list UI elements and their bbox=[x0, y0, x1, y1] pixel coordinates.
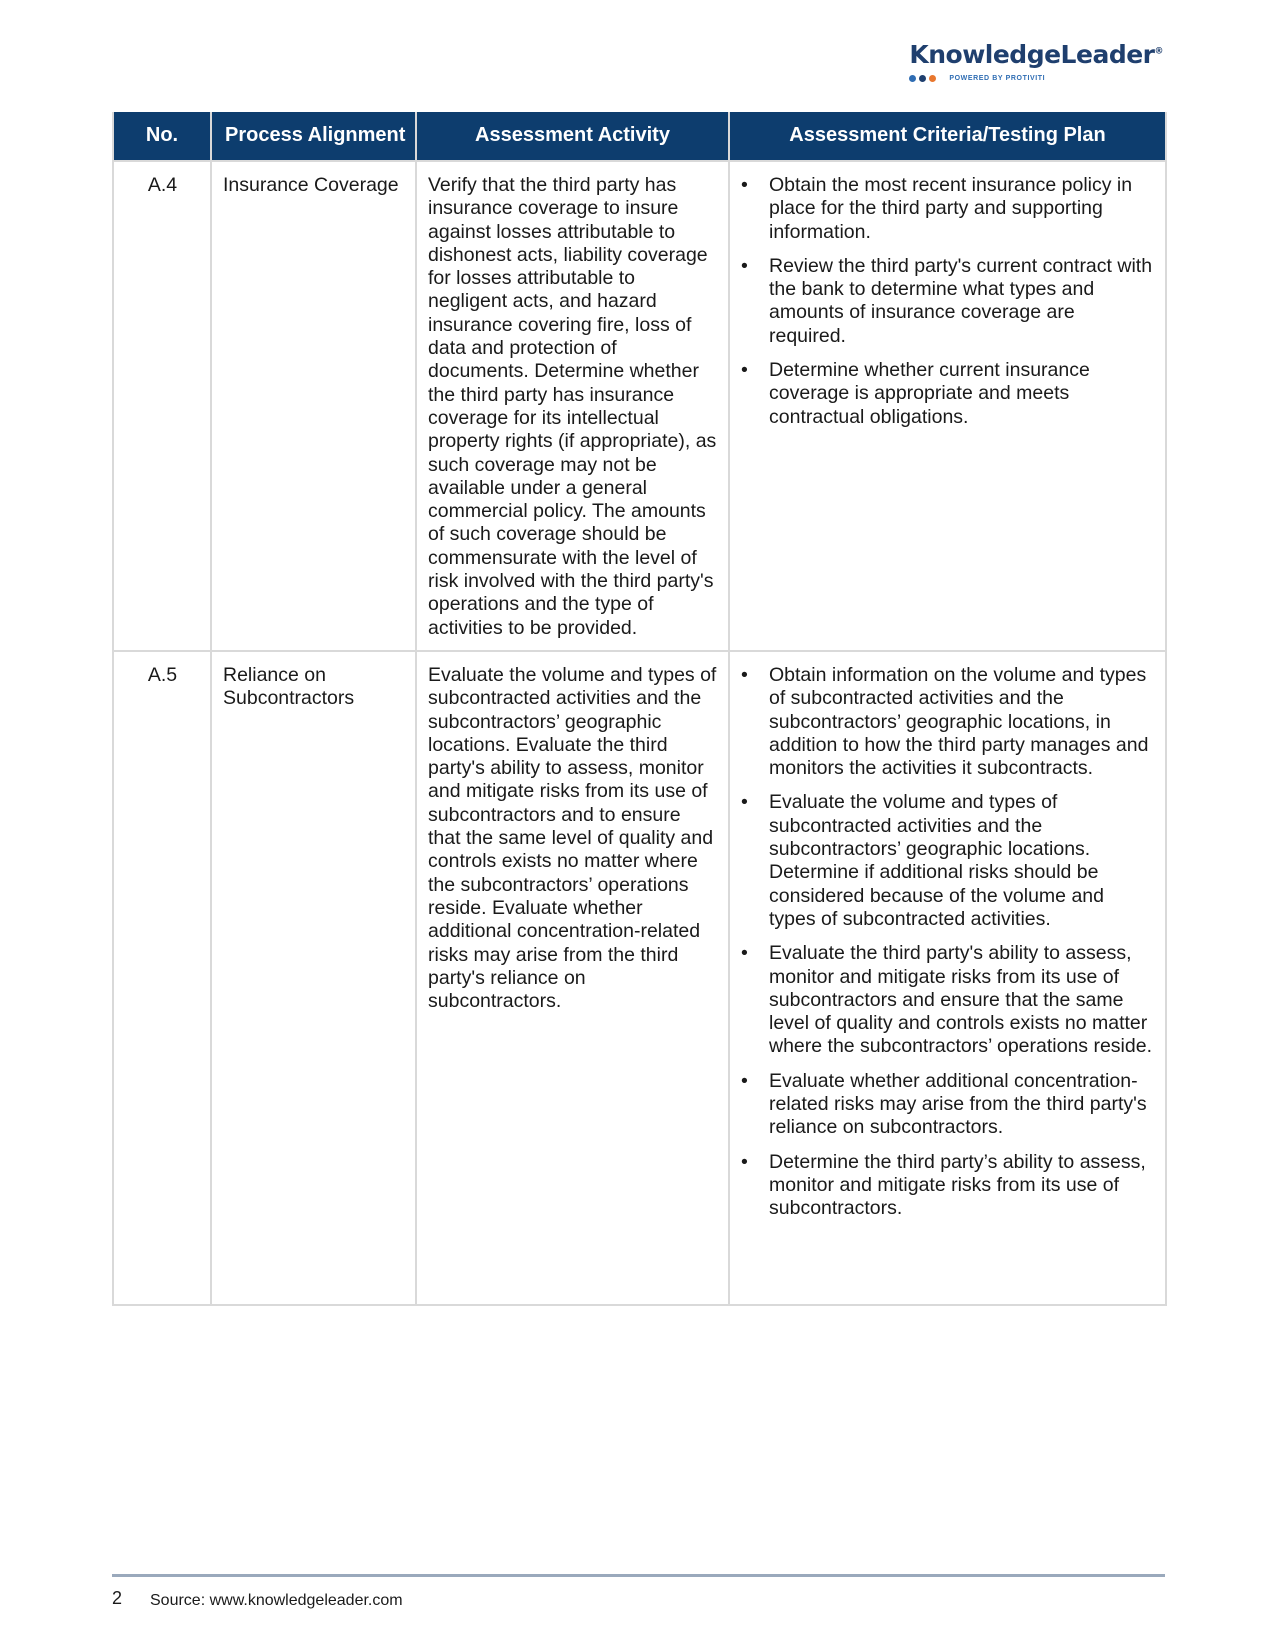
criteria-list bbox=[741, 174, 1155, 429]
page-number: 2 bbox=[112, 1588, 123, 1608]
list-item: • Evaluate whether additional concentration-related risks may arise from the third party's reliance on subcontractors. bbox=[741, 1069, 1147, 1139]
row-number: A.5 bbox=[113, 651, 211, 1305]
row-assessment-activity: Evaluate the volume and types of subcontracted activities and the subcontractors’ geographic locations. Evaluate the third party's ability to assess, monitor and mitigate risks from its use of subcontractors and to ensure that the same level of quality and controls exists no matter where the subcontractors’ operations reside. Evaluate whether additional concentration-related risks may arise from the third party's reliance on subcontractors. bbox=[416, 651, 729, 1305]
assessment-table bbox=[112, 112, 1167, 1306]
header-no: No. bbox=[113, 112, 211, 161]
logo-title: KnowledgeLeader® bbox=[909, 40, 1163, 69]
row-number: A.4 bbox=[113, 161, 211, 651]
list-item: • Determine the third party’s ability to assess, monitor and mitigate risks from its use of subcontractors. bbox=[741, 1150, 1146, 1220]
list-item: • Review the third party's current contract with the bank to determine what types and amounts of insurance coverage are required. bbox=[741, 254, 1153, 347]
logo-dot-3 bbox=[929, 75, 936, 82]
header-process-alignment: Process Alignment bbox=[211, 112, 416, 161]
source-text: Source: www.knowledgeleader.com bbox=[150, 1592, 403, 1609]
list-item: • Obtain information on the volume and types of subcontracted activities and the subcontractors’ geographic locations, in addition to how the third party manages and monitors the activities it subcontracts. bbox=[741, 664, 1149, 780]
row-criteria-cell bbox=[729, 651, 1166, 1305]
logo-dot-2 bbox=[919, 75, 926, 82]
list-item: • Evaluate the volume and types of subcontracted activities and the subcontractors’ geographic locations. Determine if additional risks should be considered because of the volume and types of subcontracted activities. bbox=[741, 791, 1104, 930]
row-criteria-cell bbox=[729, 161, 1166, 651]
table-row bbox=[113, 161, 1166, 651]
row-assessment-activity: Verify that the third party has insurance coverage to insure against losses attributable to dishonest acts, liability coverage for losses attributable to negligent acts, and hazard insurance covering fire, loss of data and protection of documents. Determine whether the third party has insurance coverage for its intellectual property rights (if appropriate), as such coverage may not be available under a general commercial policy. The amounts of such coverage should be commensurate with the level of risk involved with the third party's operations and the type of activities to be provided. bbox=[416, 161, 729, 651]
logo-subtitle: POWERED BY PROTIVITI bbox=[949, 75, 1046, 82]
list-item: • Obtain the most recent insurance policy in place for the third party and supporting information. bbox=[741, 174, 1133, 243]
list-item: • Determine whether current insurance coverage is appropriate and meets contractual obligations. bbox=[741, 359, 1090, 428]
header-assessment-activity: Assessment Activity bbox=[416, 112, 729, 161]
list-item: • Evaluate the third party's ability to assess, monitor and mitigate risks from its use of subcontractors and ensure that the same level of quality and controls exists no matter where the subcontractors’ operations reside. bbox=[741, 942, 1152, 1058]
table-header-row bbox=[113, 112, 1166, 161]
logo-dot-1 bbox=[909, 75, 916, 82]
table-row bbox=[113, 651, 1166, 1305]
knowledgeleader-logo bbox=[909, 40, 1163, 82]
footer-divider bbox=[112, 1574, 1165, 1577]
row-process-alignment: Insurance Coverage bbox=[211, 161, 416, 651]
logo-subtitle-row bbox=[909, 75, 1163, 82]
row-process-alignment: Reliance on Subcontractors bbox=[211, 651, 416, 1305]
header-assessment-criteria: Assessment Criteria/Testing Plan bbox=[729, 112, 1166, 161]
criteria-list bbox=[741, 664, 1155, 1221]
